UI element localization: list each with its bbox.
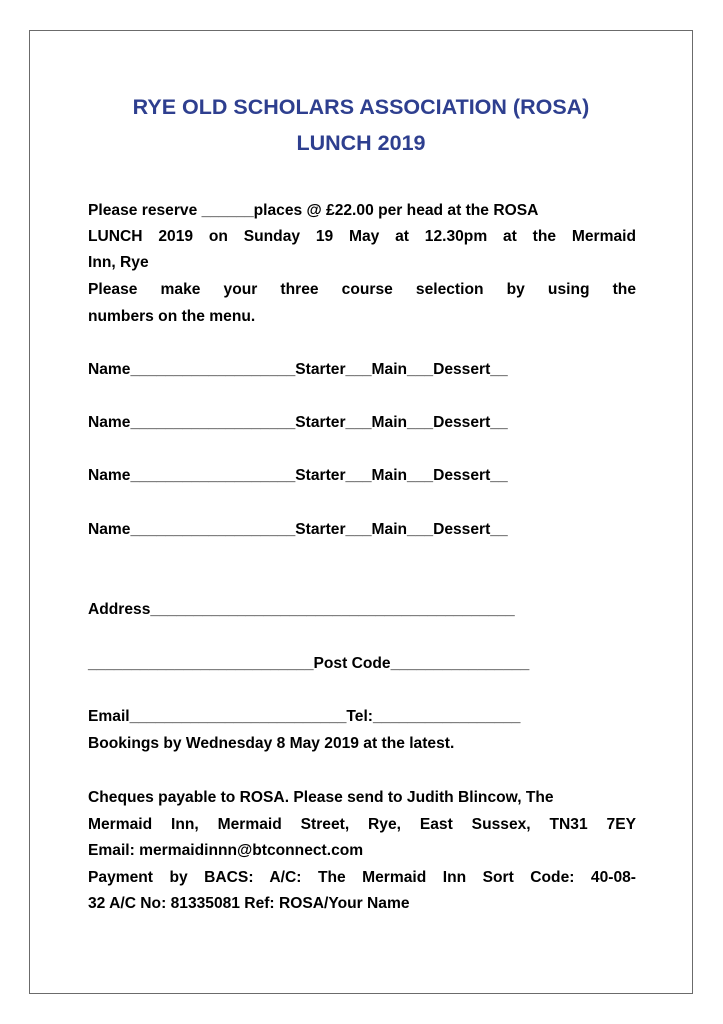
payment-line-2: Mermaid Inn, Mermaid Street, Rye, East Sussex, TN31 7EY — [88, 816, 636, 833]
intro-line-1: Please reserve ______places @ £22.00 per head at the ROSA — [88, 202, 539, 219]
name-row-2[interactable]: Name___________________Starter___Main___Dessert__ — [88, 414, 508, 431]
payment-line-5: 32 A/C No: 81335081 Ref: ROSA/Your Name — [88, 895, 410, 912]
name-row-4[interactable]: Name___________________Starter___Main___Dessert__ — [88, 521, 508, 538]
title-line-1: RYE OLD SCHOLARS ASSOCIATION (ROSA) — [132, 95, 590, 119]
intro-line-5: numbers on the menu. — [88, 308, 256, 325]
email-tel-line[interactable]: Email_________________________Tel:_________________ — [88, 708, 521, 725]
name-row-3[interactable]: Name___________________Starter___Main___Dessert__ — [88, 467, 508, 484]
name-row-1[interactable]: Name___________________Starter___Main___Dessert__ — [88, 361, 508, 378]
payment-email: Email: mermaidinnn@btconnect.com — [88, 842, 364, 859]
postcode-line[interactable]: __________________________Post Code________________ — [88, 655, 530, 672]
intro-line-3: Inn, Rye — [88, 254, 149, 271]
address-line[interactable]: Address__________________________________________ — [88, 601, 515, 618]
title-line-2: LUNCH 2019 — [296, 131, 426, 155]
bookings-deadline: Bookings by Wednesday 8 May 2019 at the latest. — [88, 735, 455, 752]
intro-line-2: LUNCH 2019 on Sunday 19 May at 12.30pm at the Mermaid — [88, 228, 636, 245]
payment-line-1: Cheques payable to ROSA. Please send to Judith Blincow, The — [88, 789, 554, 806]
payment-line-4: Payment by BACS: A/C: The Mermaid Inn Sort Code: 40-08- — [88, 869, 636, 886]
intro-line-4: Please make your three course selection by using the — [88, 281, 636, 298]
